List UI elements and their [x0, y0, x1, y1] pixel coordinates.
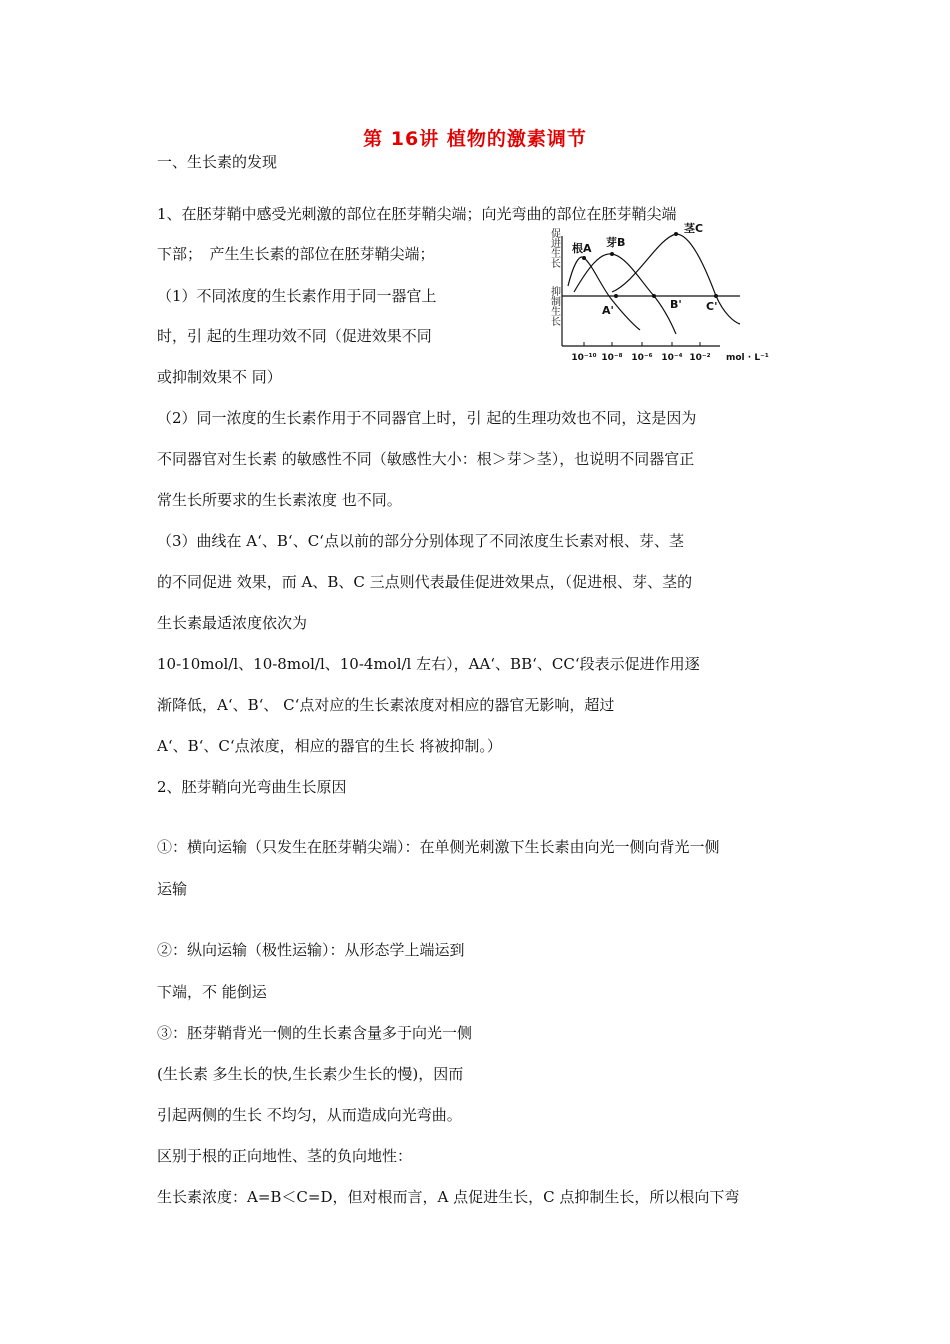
x-tick-label: 10⁻⁸: [601, 353, 623, 363]
root-curve: [568, 257, 640, 330]
x-tick-label: 10⁻⁶: [631, 353, 653, 363]
page-title: 第 16讲 植物的激素调节: [363, 128, 587, 150]
paragraph-line: 或抑制效果不 同）: [157, 368, 282, 386]
paragraph-line: 生长素浓度：A=B＜C=D，但对根而言，A 点促进生长，C 点抑制生长，所以根向下弯: [157, 1188, 740, 1206]
paragraph-line: 渐降低，A‘、B‘、 C‘点对应的生长素浓度对相应的器官无影响，超过: [157, 696, 615, 714]
paragraph-line: （3）曲线在 A‘、B‘、C‘点以前的部分分别体现了不同浓度生长素对根、芽、茎: [157, 532, 684, 550]
auxin-concentration-diagram: [540, 218, 775, 366]
point-c-prime: [714, 294, 718, 298]
paragraph-line: 不同器官对生长素 的敏感性不同（敏感性大小：根＞芽＞茎），也说明不同器官正: [157, 450, 695, 468]
paragraph-line: (生长素 多生长的快,生长素少生长的慢)，因而: [157, 1065, 464, 1083]
y-axis-label-inhibit: [549, 285, 561, 327]
svg-text:促进生长: 促进生长: [548, 228, 560, 268]
paragraph-line: 1、在胚芽鞘中感受光刺激的部位在胚芽鞘尖端；向光弯曲的部位在胚芽鞘尖端: [157, 205, 677, 223]
paragraph-line: 10-10mol/l、10-8mol/l、10-4mol/l 左右），AA‘、BB‘、CC‘段表示促进作用逐: [157, 655, 700, 673]
point-c: [674, 232, 678, 236]
point-label-c-prime: C': [706, 300, 718, 313]
point-a: [582, 256, 586, 260]
paragraph-line: （1）不同浓度的生长素作用于同一器官上: [157, 287, 437, 305]
section-heading: 2、胚芽鞘向光弯曲生长原因: [157, 778, 347, 796]
svg-text:抑制生长: 抑制生长: [548, 286, 560, 326]
curve-label-bud: 芽B: [606, 236, 626, 249]
y-axis-label-promote: [549, 228, 561, 269]
x-tick-label: 10⁻¹⁰: [571, 353, 597, 363]
curve-label-stem: 茎C: [684, 222, 704, 235]
x-tick-label: 10⁻²: [689, 353, 711, 363]
x-axis-unit: mol · L⁻¹: [726, 353, 769, 363]
section-heading: 一、生长素的发现: [157, 153, 278, 171]
paragraph-line: 下端，不 能倒运: [157, 983, 267, 1001]
paragraph-line: ③：胚芽鞘背光一侧的生长素含量多于向光一侧: [157, 1024, 473, 1042]
point-b: [610, 252, 614, 256]
point-label-b-prime: B': [670, 298, 682, 311]
point-b-prime: [652, 294, 656, 298]
paragraph-line: ①：横向运输（只发生在胚芽鞘尖端）：在单侧光刺激下生长素由向光一侧向背光一侧: [157, 838, 720, 856]
point-a-prime: [614, 294, 618, 298]
paragraph-line: （2）同一浓度的生长素作用于不同器官上时，引 起的生理功效也不同，这是因为: [157, 409, 697, 427]
paragraph-line: 引起两侧的生长 不均匀，从而造成向光弯曲。: [157, 1106, 462, 1124]
bud-curve: [574, 254, 676, 334]
paragraph-line: 区别于根的正向地性、茎的负向地性：: [157, 1147, 413, 1165]
x-tick-label: 10⁻⁴: [661, 353, 683, 363]
paragraph-line: 运输: [157, 880, 188, 898]
paragraph-line: A‘、B‘、C‘点浓度，相应的器官的生长 将被抑制。）: [157, 737, 502, 755]
point-label-a-prime: A': [602, 304, 614, 317]
paragraph-line: 时，引 起的生理功效不同（促进效果不同: [157, 327, 432, 345]
paragraph-line: 生长素最适浓度依次为: [157, 614, 308, 632]
paragraph-line: ②：纵向运输（极性运输）：从形态学上端运到: [157, 941, 465, 959]
paragraph-line: 下部； 产生生长素的部位在胚芽鞘尖端；: [157, 245, 435, 263]
paragraph-line: 的不同促进 效果，而 A、B、C 三点则代表最佳促进效果点，（促进根、芽、茎的: [157, 573, 693, 591]
paragraph-line: 常生长所要求的生长素浓度 也不同。: [157, 491, 402, 509]
curve-label-root: 根A: [572, 242, 592, 255]
